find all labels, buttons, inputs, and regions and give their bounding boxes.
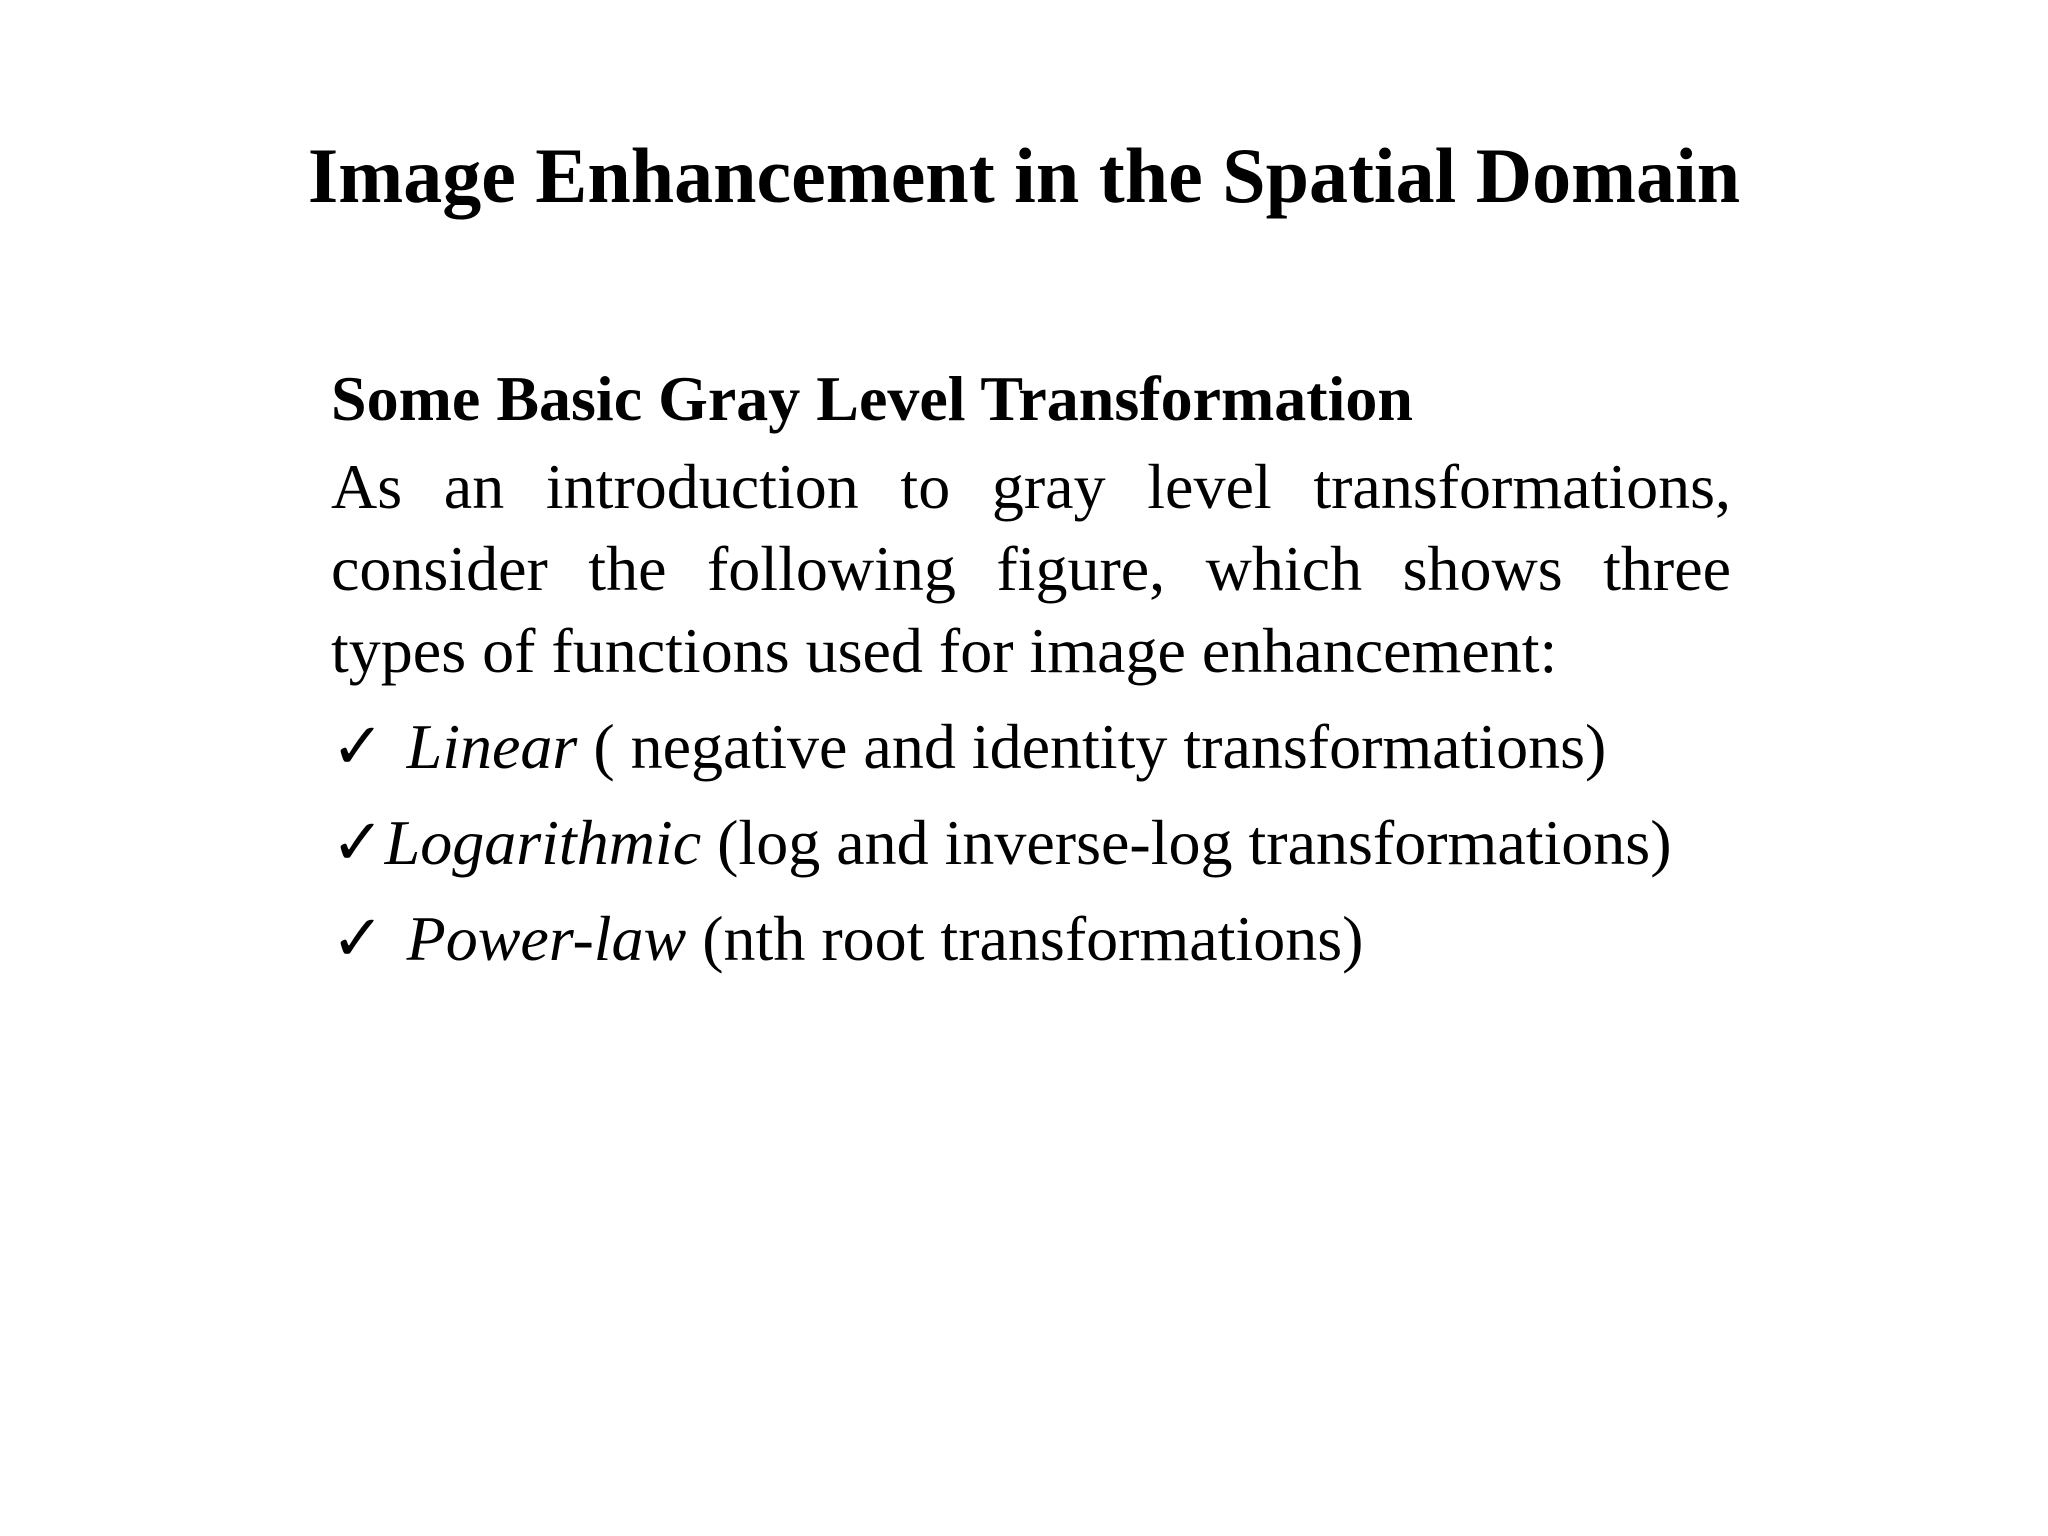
section-heading: Some Basic Gray Level Transformation [331,363,1413,434]
bullet-logarithmic [331,802,1731,884]
bullet-linear [331,706,1731,788]
bullet-term: Logarithmic [384,807,702,878]
checkmark-icon: ✓ [331,807,385,878]
slide-title: Image Enhancement in the Spatial Domain [307,132,1741,219]
bullet-term: Power-law [406,903,687,974]
slide-body [331,358,1731,980]
checkmark-icon: ✓ [331,711,385,782]
bullet-text: (log and inverse-log transformations) [701,807,1672,878]
bullet-text: ( negative and identity transformations) [577,711,1607,782]
intro-paragraph: As an introduction to gray level transformations, consider the following figure, which shows three types of functions used for image enhancement: [331,451,1731,686]
bullet-power-law [331,898,1731,980]
bullet-term: Linear [406,711,578,782]
bullet-text: (nth root transformations) [686,903,1364,974]
checkmark-icon: ✓ [331,903,385,974]
